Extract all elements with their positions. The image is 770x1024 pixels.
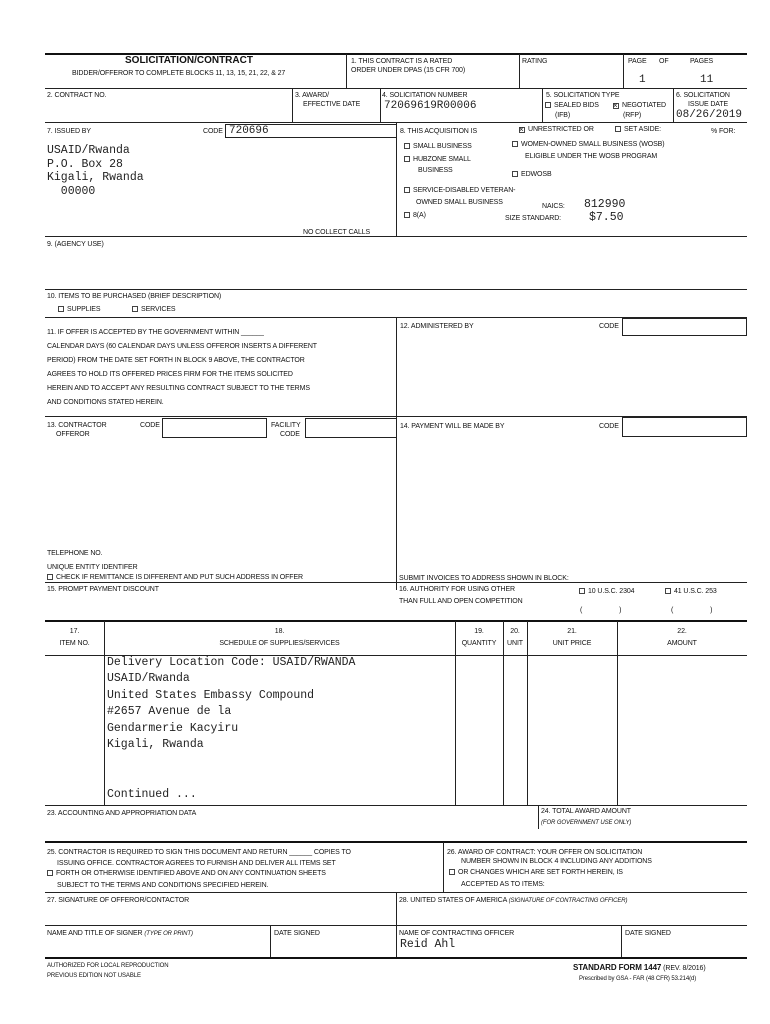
block26-line-1: 26. AWARD OF CONTRACT: YOUR OFFER ON SOLICITATION xyxy=(447,849,643,856)
offer-terms-line-3: PERIOD) FROM THE DATE SET FORTH IN BLOCK 9 ABOVE, THE CONTRACTOR xyxy=(47,357,305,364)
unrestricted-checkbox[interactable] xyxy=(519,127,525,133)
contractor-code-box[interactable] xyxy=(162,418,267,438)
supplies-label: SUPPLIES xyxy=(67,306,101,313)
payment-by-code-box[interactable] xyxy=(622,417,747,437)
services-label: SERVICES xyxy=(141,306,176,313)
naics-label: NAICS: xyxy=(542,203,565,210)
rating-label: RATING xyxy=(522,58,548,65)
hubzone-label-2: BUSINESS xyxy=(418,167,453,174)
of-label: OF xyxy=(659,58,669,65)
usc-2304-label: 10 U.S.C. 2304 xyxy=(588,588,635,595)
offer-terms-line-4: AGREES TO HOLD ITS OFFERED PRICES FIRM FOR THE ITEMS SOLICITED xyxy=(47,371,293,378)
administered-by-code-label: CODE xyxy=(599,323,619,330)
issue-date-value[interactable]: 08/26/2019 xyxy=(676,109,743,121)
block1-line2: ORDER UNDER DPAS (15 CFR 700) xyxy=(351,67,466,74)
schedule-line-6: Kigali, Rwanda xyxy=(107,738,204,751)
contractor-label-2: OFFEROR xyxy=(56,431,90,438)
block25-line-4: SUBJECT TO THE TERMS AND CONDITIONS SPECIFIED HEREIN. xyxy=(57,882,269,889)
eight-a-checkbox[interactable] xyxy=(404,212,410,218)
negotiated-checkbox[interactable] xyxy=(613,103,619,109)
award-date-label-2: EFFECTIVE DATE xyxy=(303,101,361,108)
submit-invoices-label: SUBMIT INVOICES TO ADDRESS SHOWN IN BLOCK: xyxy=(399,575,569,582)
footer-previous-edition: PREVIOUS EDITION NOT USABLE xyxy=(47,973,141,979)
small-business-checkbox[interactable] xyxy=(404,143,410,149)
small-business-label: SMALL BUSINESS xyxy=(413,143,472,150)
block26-line-4: ACCEPTED AS TO ITEMS: xyxy=(461,881,545,888)
col18-label: SCHEDULE OF SUPPLIES/SERVICES xyxy=(219,640,340,647)
rfp-label: (RFP) xyxy=(623,112,642,119)
block25-line-3: FORTH OR OTHERWISE IDENTIFIED ABOVE AND ON ANY CONTINUATION SHEETS xyxy=(56,870,326,877)
wosb-label-2: ELIGIBLE UNDER THE WOSB PROGRAM xyxy=(525,153,658,160)
authority-label-1: 16. AUTHORITY FOR USING OTHER xyxy=(399,586,515,593)
supplies-checkbox[interactable] xyxy=(58,306,64,312)
block25-line-1: 25. CONTRACTOR IS REQUIRED TO SIGN THIS DOCUMENT AND RETURN ______ COPIES TO xyxy=(47,849,351,856)
offer-terms-line-1: 11. IF OFFER IS ACCEPTED BY THE GOVERNMENT WITHIN ______ xyxy=(47,329,264,336)
footer-prescribed: Prescribed by GSA - FAR (48 CFR) 53.214(d) xyxy=(579,976,697,982)
col21-number: 21. xyxy=(567,628,577,635)
footer-form-rev: (REV. 8/2016) xyxy=(663,965,706,972)
footer-authorized: AUTHORIZED FOR LOCAL REPRODUCTION xyxy=(47,963,169,969)
authority-label-2: THAN FULL AND OPEN COMPETITION xyxy=(399,598,523,605)
facility-code-box[interactable] xyxy=(305,418,397,438)
schedule-line-4: #2657 Avenue de la xyxy=(107,705,232,718)
officer-date-label: DATE SIGNED xyxy=(625,930,671,937)
col20-label: UNIT xyxy=(507,640,523,647)
sealed-bids-label: SEALED BIDS xyxy=(554,102,599,109)
hubzone-label-1: HUBZONE SMALL xyxy=(413,156,471,163)
usa-label: 28. UNITED STATES OF AMERICA xyxy=(399,897,507,904)
solicitation-type-label: 5. SOLICITATION TYPE xyxy=(546,92,620,99)
signer-date-label: DATE SIGNED xyxy=(274,930,320,937)
issued-by-code-label: CODE xyxy=(203,128,223,135)
page-label: PAGE xyxy=(628,58,647,65)
col17-number: 17. xyxy=(69,628,80,635)
footer-form-name: STANDARD FORM 1447 xyxy=(573,963,662,972)
solicitation-number-value[interactable]: 72069619R00006 xyxy=(384,100,477,112)
contracting-officer-name[interactable]: Reid Ahl xyxy=(400,938,456,951)
schedule-line-3: United States Embassy Compound xyxy=(107,689,315,702)
wosb-label-1: WOMEN-OWNED SMALL BUSINESS (WOSB) xyxy=(521,141,665,148)
offer-terms-line-2: CALENDAR DAYS (60 CALENDAR DAYS UNLESS OFFEROR INSERTS A DIFFERENT xyxy=(47,343,317,350)
prompt-payment-label: 15. PROMPT PAYMENT DISCOUNT xyxy=(47,586,159,593)
col18-number: 18. xyxy=(274,628,285,635)
schedule-line-2: USAID/Rwanda xyxy=(107,672,190,685)
contractor-code-label: CODE xyxy=(140,422,160,429)
signer-name-sub: (TYPE OR PRINT) xyxy=(144,931,193,937)
issuer-address-line-1: USAID/Rwanda xyxy=(47,144,130,157)
issuer-address-line-3: Kigali, Rwanda xyxy=(47,171,144,184)
percent-for-label: % FOR: xyxy=(711,128,736,135)
schedule-line-1: Delivery Location Code: USAID/RWANDA xyxy=(107,656,356,669)
eight-a-label: 8(A) xyxy=(413,212,426,219)
usc-253-label: 41 U.S.C. 253 xyxy=(674,588,717,595)
signer-name-label: NAME AND TITLE OF SIGNER xyxy=(47,930,143,937)
award-date-label-1: 3. AWARD/ xyxy=(295,92,329,99)
issue-date-label-2: ISSUE DATE xyxy=(688,101,729,108)
hubzone-checkbox[interactable] xyxy=(404,156,410,162)
agency-use-label: 9. (AGENCY USE) xyxy=(47,241,104,248)
administered-by-label: 12. ADMINISTERED BY xyxy=(400,323,474,330)
block25-line-2: ISSUING OFFICE. CONTRACTOR AGREES TO FURNISH AND DELIVER ALL ITEMS SET xyxy=(57,860,336,867)
col17-label: ITEM NO. xyxy=(59,640,90,647)
contractor-label-1: 13. CONTRACTOR xyxy=(47,422,107,429)
unrestricted-label: UNRESTRICTED OR xyxy=(528,126,594,133)
offer-terms-line-6: AND CONDITIONS STATED HEREIN. xyxy=(47,399,164,406)
schedule-line-5: Gendarmerie Kacyiru xyxy=(107,722,239,735)
form-subtitle: BIDDER/OFFEROR TO COMPLETE BLOCKS 11, 13, 15, 21, 22, & 27 xyxy=(72,70,286,77)
signature-offeror-label: 27. SIGNATURE OF OFFEROR/CONTACTOR xyxy=(47,897,190,904)
remittance-checkbox[interactable] xyxy=(47,574,53,580)
block1-line1: 1. THIS CONTRACT IS A RATED xyxy=(351,58,453,65)
schedule-continued: Continued ... xyxy=(107,788,197,801)
naics-value[interactable]: 812990 xyxy=(584,198,626,211)
acquisition-label: 8. THIS ACQUISITION IS xyxy=(400,128,478,135)
size-standard-value[interactable]: $7.50 xyxy=(589,211,624,224)
unique-entity-label: UNIQUE ENTITY IDENTIFER xyxy=(47,564,138,571)
set-aside-label: SET ASIDE: xyxy=(624,126,661,133)
size-standard-label: SIZE STANDARD: xyxy=(505,215,562,222)
solicitation-number-label: 4. SOLICITATION NUMBER xyxy=(382,92,468,99)
pages-label: PAGES xyxy=(690,58,714,65)
contracting-officer-label: NAME OF CONTRACTING OFFICER xyxy=(399,930,515,937)
sdvosb-label-1: SERVICE-DISABLED VETERAN- xyxy=(413,187,516,194)
col20-number: 20. xyxy=(510,628,520,635)
issued-by-label: 7. ISSUED BY xyxy=(47,128,91,135)
payment-by-code-label: CODE xyxy=(599,423,619,430)
facility-code-label-1: FACILITY xyxy=(271,422,301,429)
offer-terms-line-5: HEREIN AND TO ACCEPT ANY RESULTING CONTRACT SUBJECT TO THE TERMS xyxy=(47,385,310,392)
sdvosb-label-2: OWNED SMALL BUSINESS xyxy=(416,199,503,206)
total-award-label: 24. TOTAL AWARD AMOUNT xyxy=(541,808,631,815)
ifb-label: (IFB) xyxy=(555,112,571,119)
form-title: SOLICITATION/CONTRACT xyxy=(125,55,253,66)
issuer-address-line-2: P.O. Box 28 xyxy=(47,158,123,171)
issue-date-label-1: 6. SOLICITATION xyxy=(676,92,730,99)
page-number: 1 xyxy=(639,74,646,86)
services-checkbox[interactable] xyxy=(132,306,138,312)
issuer-address-line-4: 00000 xyxy=(47,185,96,198)
remittance-label: CHECK IF REMITTANCE IS DIFFERENT AND PUT SUCH ADDRESS IN OFFER xyxy=(56,574,303,581)
usc-253-checkbox[interactable] xyxy=(665,588,671,594)
facility-code-label-2: CODE xyxy=(280,431,300,438)
block26-checkbox[interactable] xyxy=(449,869,455,875)
sealed-bids-checkbox[interactable] xyxy=(545,102,551,108)
block26-line-3: OR CHANGES WHICH ARE SET FORTH HEREIN, IS xyxy=(458,869,623,876)
block25-checkbox[interactable] xyxy=(47,870,53,876)
col19-number: 19. xyxy=(474,628,484,635)
issued-by-code-value[interactable]: 720696 xyxy=(229,125,269,137)
col19-label: QUANTITY xyxy=(461,640,497,647)
block26-line-2: NUMBER SHOWN IN BLOCK 4 INCLUDING ANY ADDITIONS xyxy=(461,858,652,865)
total-pages: 11 xyxy=(700,74,714,86)
wosb-checkbox[interactable] xyxy=(512,141,518,147)
items-purchased-label: 10. ITEMS TO BE PURCHASED (BRIEF DESCRIPTION) xyxy=(47,293,222,300)
sdvosb-checkbox[interactable] xyxy=(404,187,410,193)
payment-by-label: 14. PAYMENT WILL BE MADE BY xyxy=(400,423,505,430)
usa-sub: (SIGNATURE OF CONTRACTING OFFICER) xyxy=(508,898,628,904)
col22-label: AMOUNT xyxy=(667,640,697,647)
col21-label: UNIT PRICE xyxy=(552,640,592,647)
administered-by-code-box[interactable] xyxy=(622,318,747,336)
edwosb-checkbox[interactable] xyxy=(512,171,518,177)
authority-paren-1: ( ) xyxy=(580,607,622,614)
set-aside-checkbox[interactable] xyxy=(615,126,621,132)
telephone-label: TELEPHONE NO. xyxy=(47,550,103,557)
contract-no-label: 2. CONTRACT NO. xyxy=(47,92,107,99)
total-award-sub: (FOR GOVERNMENT USE ONLY) xyxy=(541,820,632,826)
edwosb-label: EDWOSB xyxy=(521,171,552,178)
no-collect-calls: NO COLLECT CALLS xyxy=(303,229,371,236)
authority-paren-2: ( ) xyxy=(671,607,713,614)
col22-number: 22. xyxy=(677,628,687,635)
usc-2304-checkbox[interactable] xyxy=(579,588,585,594)
negotiated-label: NEGOTIATED xyxy=(622,102,666,109)
accounting-label: 23. ACCOUNTING AND APPROPRIATION DATA xyxy=(47,810,197,817)
